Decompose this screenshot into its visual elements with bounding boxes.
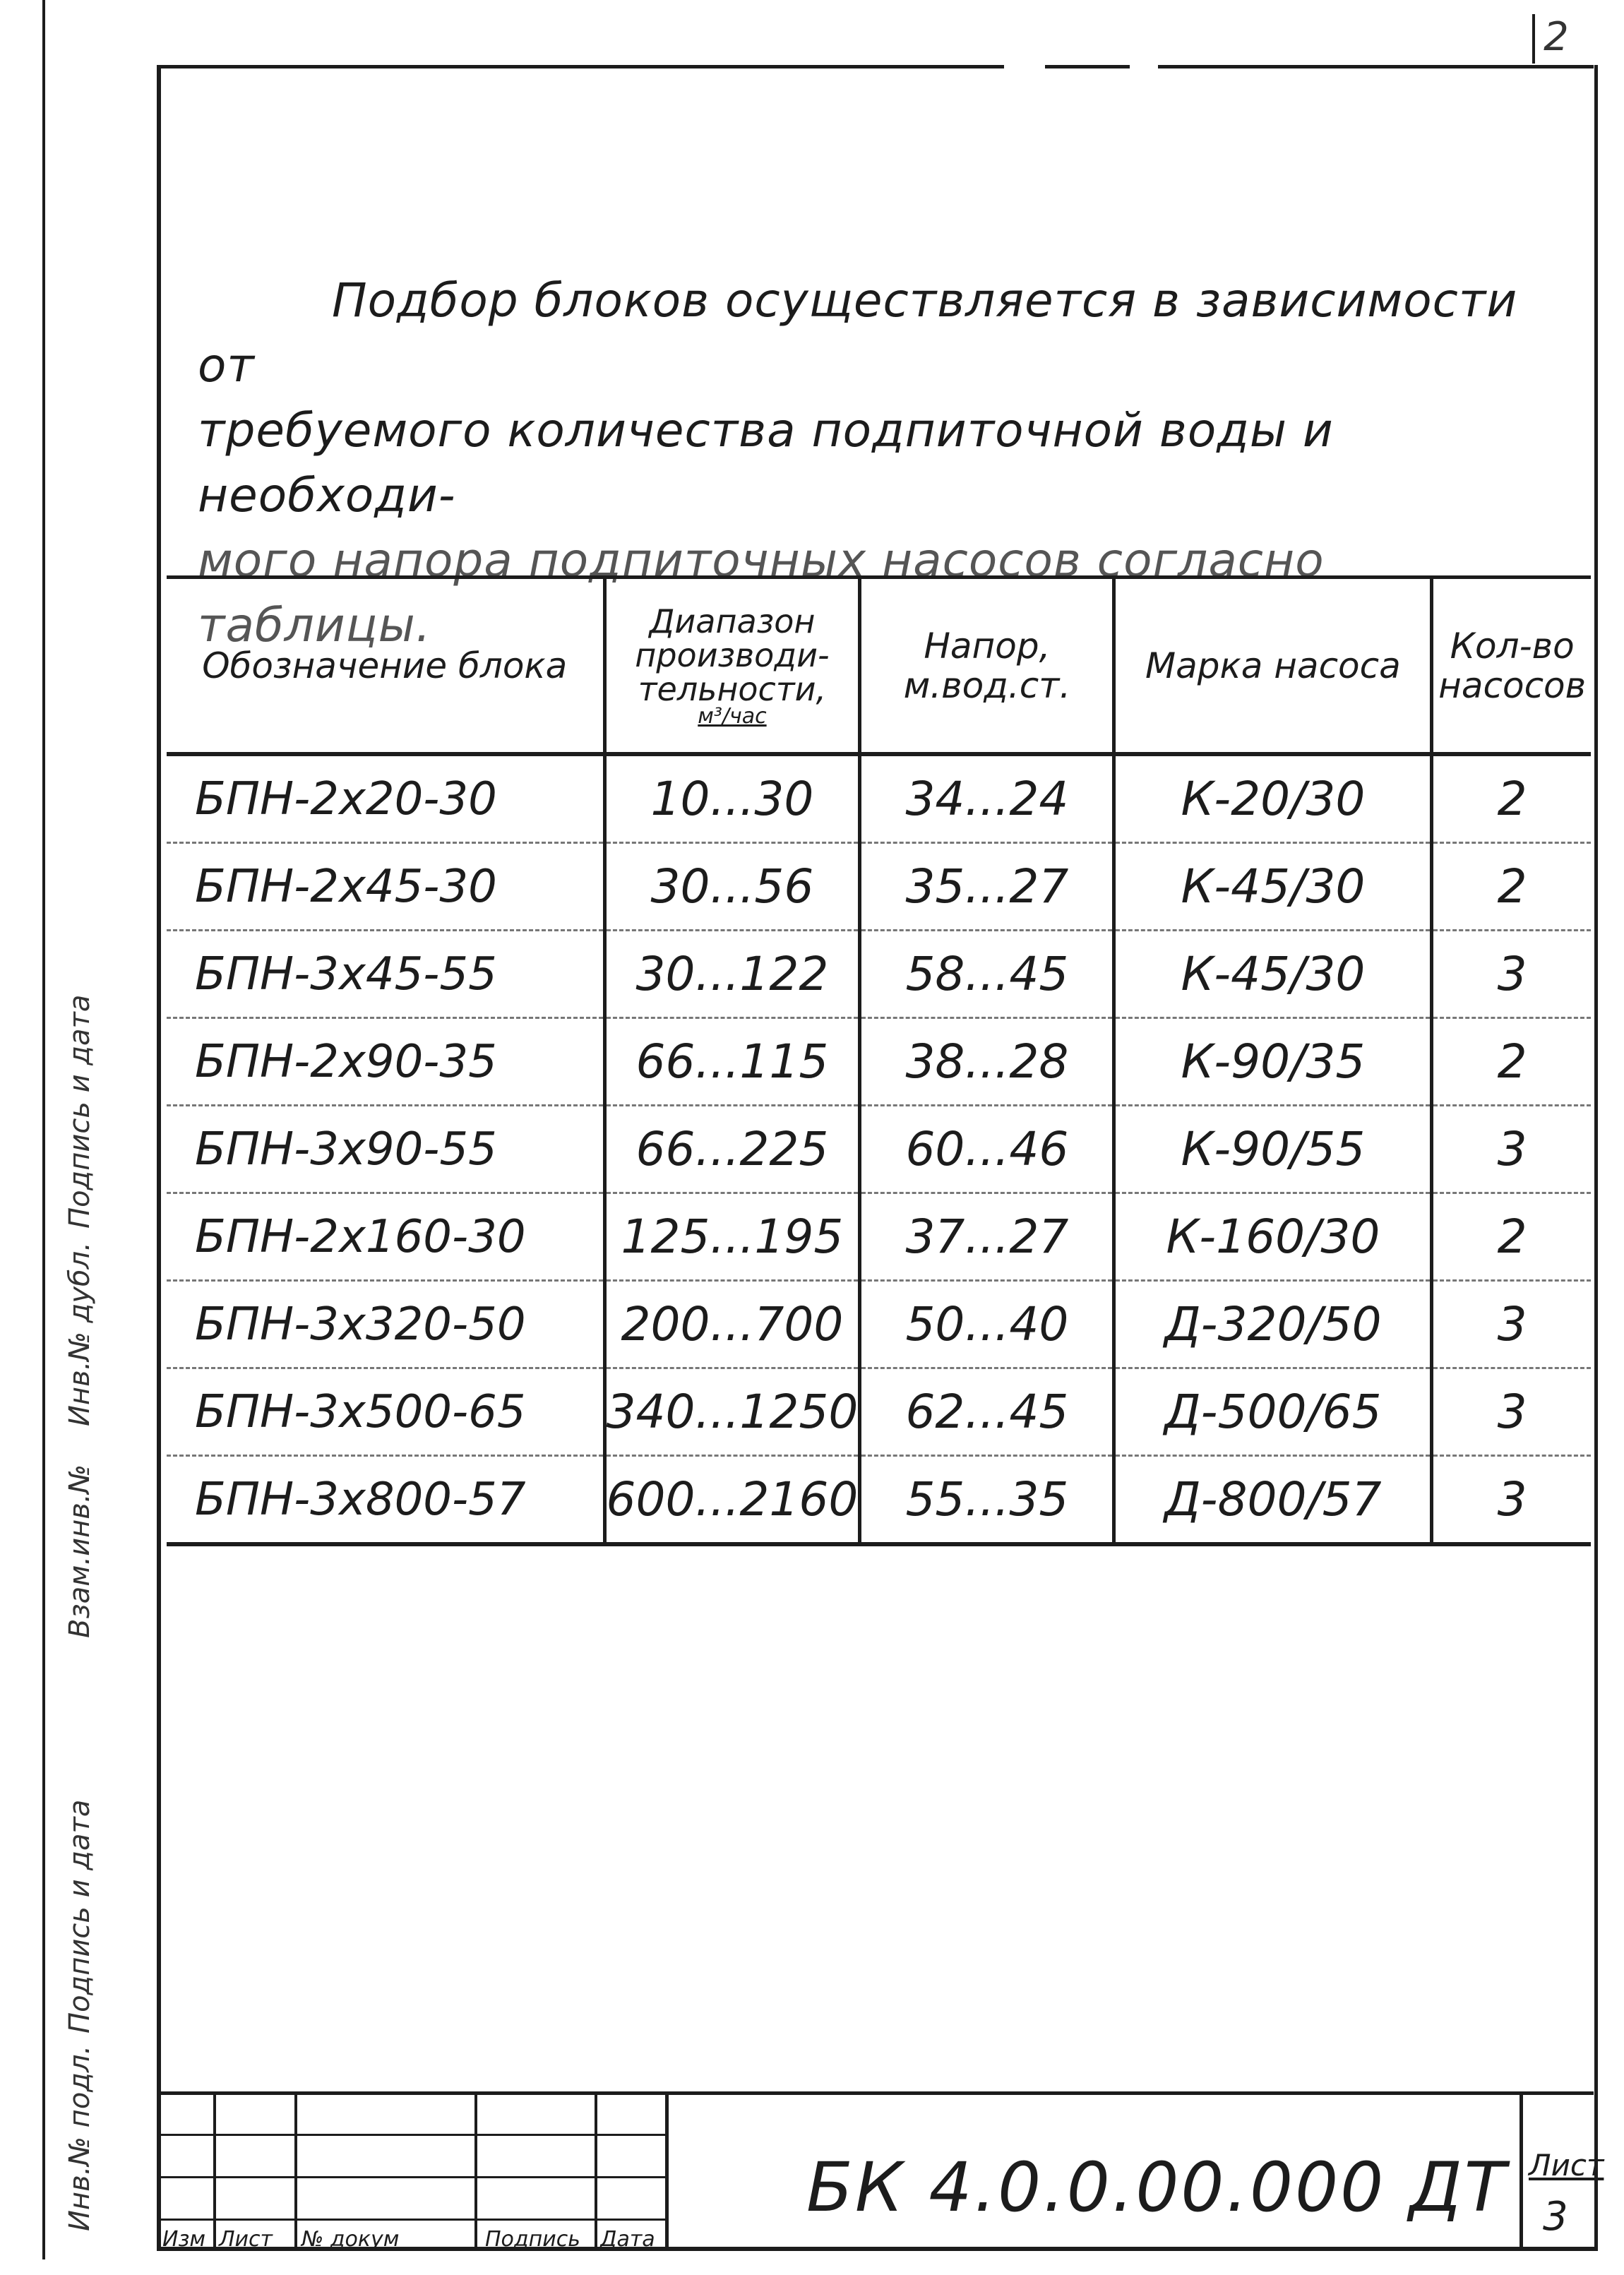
left-margin-line: [42, 0, 45, 2259]
cell-count: 3: [1432, 931, 1591, 1018]
cell-head: 34...24: [860, 754, 1114, 843]
cell-pump: Д-320/50: [1114, 1281, 1432, 1368]
cell-pump: К-90/55: [1114, 1106, 1432, 1193]
cell-head: 38...28: [860, 1018, 1114, 1106]
cell-pump: К-45/30: [1114, 931, 1432, 1018]
header-designation: Обозначение блока: [167, 578, 604, 755]
cell-designation: БПН-3х500-65: [167, 1368, 604, 1456]
stamp-data: Дата: [600, 2227, 655, 2252]
cell-range: 66...225: [604, 1106, 860, 1193]
cell-head: 58...45: [860, 931, 1114, 1018]
table-row: [167, 1193, 1591, 1281]
side-stamp-column: [49, 763, 148, 2245]
cell-count: 2: [1432, 843, 1591, 931]
cell-designation: БПН-2х20-30: [167, 754, 604, 843]
revision-grid: [157, 2091, 669, 2250]
cell-count: 3: [1432, 1368, 1591, 1456]
cell-designation: БПН-3х320-50: [167, 1281, 604, 1368]
table-row: [167, 1368, 1591, 1456]
header-range: [604, 578, 860, 755]
block-selection-table: [167, 575, 1591, 1546]
stamp-n-dokum: № докум: [301, 2227, 400, 2252]
cell-pump: К-160/30: [1114, 1193, 1432, 1281]
cell-range: 30...56: [604, 843, 860, 931]
intro-line: мого напора подпиточных насосов согласно таблицы.: [198, 533, 1325, 652]
cell-range: 66...115: [604, 1018, 860, 1106]
cell-count: 2: [1432, 1018, 1591, 1106]
cell-count: 3: [1432, 1281, 1591, 1368]
cell-head: 37...27: [860, 1193, 1114, 1281]
table-row: [167, 1018, 1591, 1106]
grid-line: [213, 2091, 216, 2250]
table-row: [167, 1106, 1591, 1193]
cell-range: 10...30: [604, 754, 860, 843]
table-row: [167, 1456, 1591, 1545]
grid-line: [157, 2134, 665, 2136]
cell-pump: К-90/35: [1114, 1018, 1432, 1106]
cell-pump: К-45/30: [1114, 843, 1432, 931]
corner-sheet-number: 2: [1532, 14, 1577, 64]
cell-pump: К-20/30: [1114, 754, 1432, 843]
cell-range: 125...195: [604, 1193, 860, 1281]
cell-count: 3: [1432, 1106, 1591, 1193]
cell-designation: БПН-2х45-30: [167, 843, 604, 931]
document-code: БК 4.0.0.00.000 ДТ: [806, 2148, 1508, 2227]
side-label: Подпись и дата: [64, 1799, 96, 2034]
header-range-unit: м³/час: [698, 703, 767, 729]
table-row: [167, 1281, 1591, 1368]
cell-designation: БПН-2х90-35: [167, 1018, 604, 1106]
sheet-label: Лист: [1529, 2148, 1604, 2183]
cell-pump: Д-500/65: [1114, 1368, 1432, 1456]
stamp-podpis: Подпись: [485, 2227, 580, 2252]
cell-range: 200...700: [604, 1281, 860, 1368]
stamp-izm: Изм: [162, 2227, 206, 2252]
cell-count: 2: [1432, 754, 1591, 843]
intro-line: Подбор блоков осуществляется в зависимости от: [198, 273, 1518, 393]
sheet-number: 3: [1543, 2194, 1568, 2240]
cell-range: 30...122: [604, 931, 860, 1018]
grid-line: [294, 2091, 297, 2250]
cell-head: 35...27: [860, 843, 1114, 931]
intro-line: требуемого количества подпиточной воды и необходи-: [198, 403, 1334, 523]
cell-designation: БПН-2х160-30: [167, 1193, 604, 1281]
header-count: Кол-во насосов: [1432, 578, 1591, 755]
header-pump: Марка насоса: [1114, 578, 1432, 755]
side-label: Подпись и дата: [64, 994, 96, 1229]
cell-head: 60...46: [860, 1106, 1114, 1193]
cell-count: 3: [1432, 1456, 1591, 1545]
cell-count: 2: [1432, 1193, 1591, 1281]
side-label: Инв.№ дубл.: [64, 1242, 96, 1426]
stamp-list: Лист: [219, 2227, 273, 2252]
cell-head: 55...35: [860, 1456, 1114, 1545]
grid-line: [595, 2091, 597, 2250]
table-row: [167, 931, 1591, 1018]
cell-head: 62...45: [860, 1368, 1114, 1456]
sheet-number-box: [1519, 2091, 1604, 2250]
title-block: [157, 2091, 1604, 2252]
cell-designation: БПН-3х800-57: [167, 1456, 604, 1545]
grid-line: [157, 2219, 665, 2221]
cell-pump: Д-800/57: [1114, 1456, 1432, 1545]
cell-head: 50...40: [860, 1281, 1114, 1368]
table-row: [167, 754, 1591, 843]
table-row: [167, 843, 1591, 931]
side-label: Взам.инв.№: [64, 1464, 96, 1638]
header-range-label: Диапазон производи- тельности,: [635, 602, 830, 708]
header-head: Напор, м.вод.ст.: [860, 578, 1114, 755]
cell-range: 600...2160: [604, 1456, 860, 1545]
cell-designation: БПН-3х90-55: [167, 1106, 604, 1193]
cell-range: 340...1250: [604, 1368, 860, 1456]
cell-designation: БПН-3х45-55: [167, 931, 604, 1018]
grid-line: [474, 2091, 477, 2250]
grid-line: [157, 2176, 665, 2178]
side-label: Инв.№ подл.: [64, 2045, 96, 2231]
table-header-row: [167, 578, 1591, 755]
